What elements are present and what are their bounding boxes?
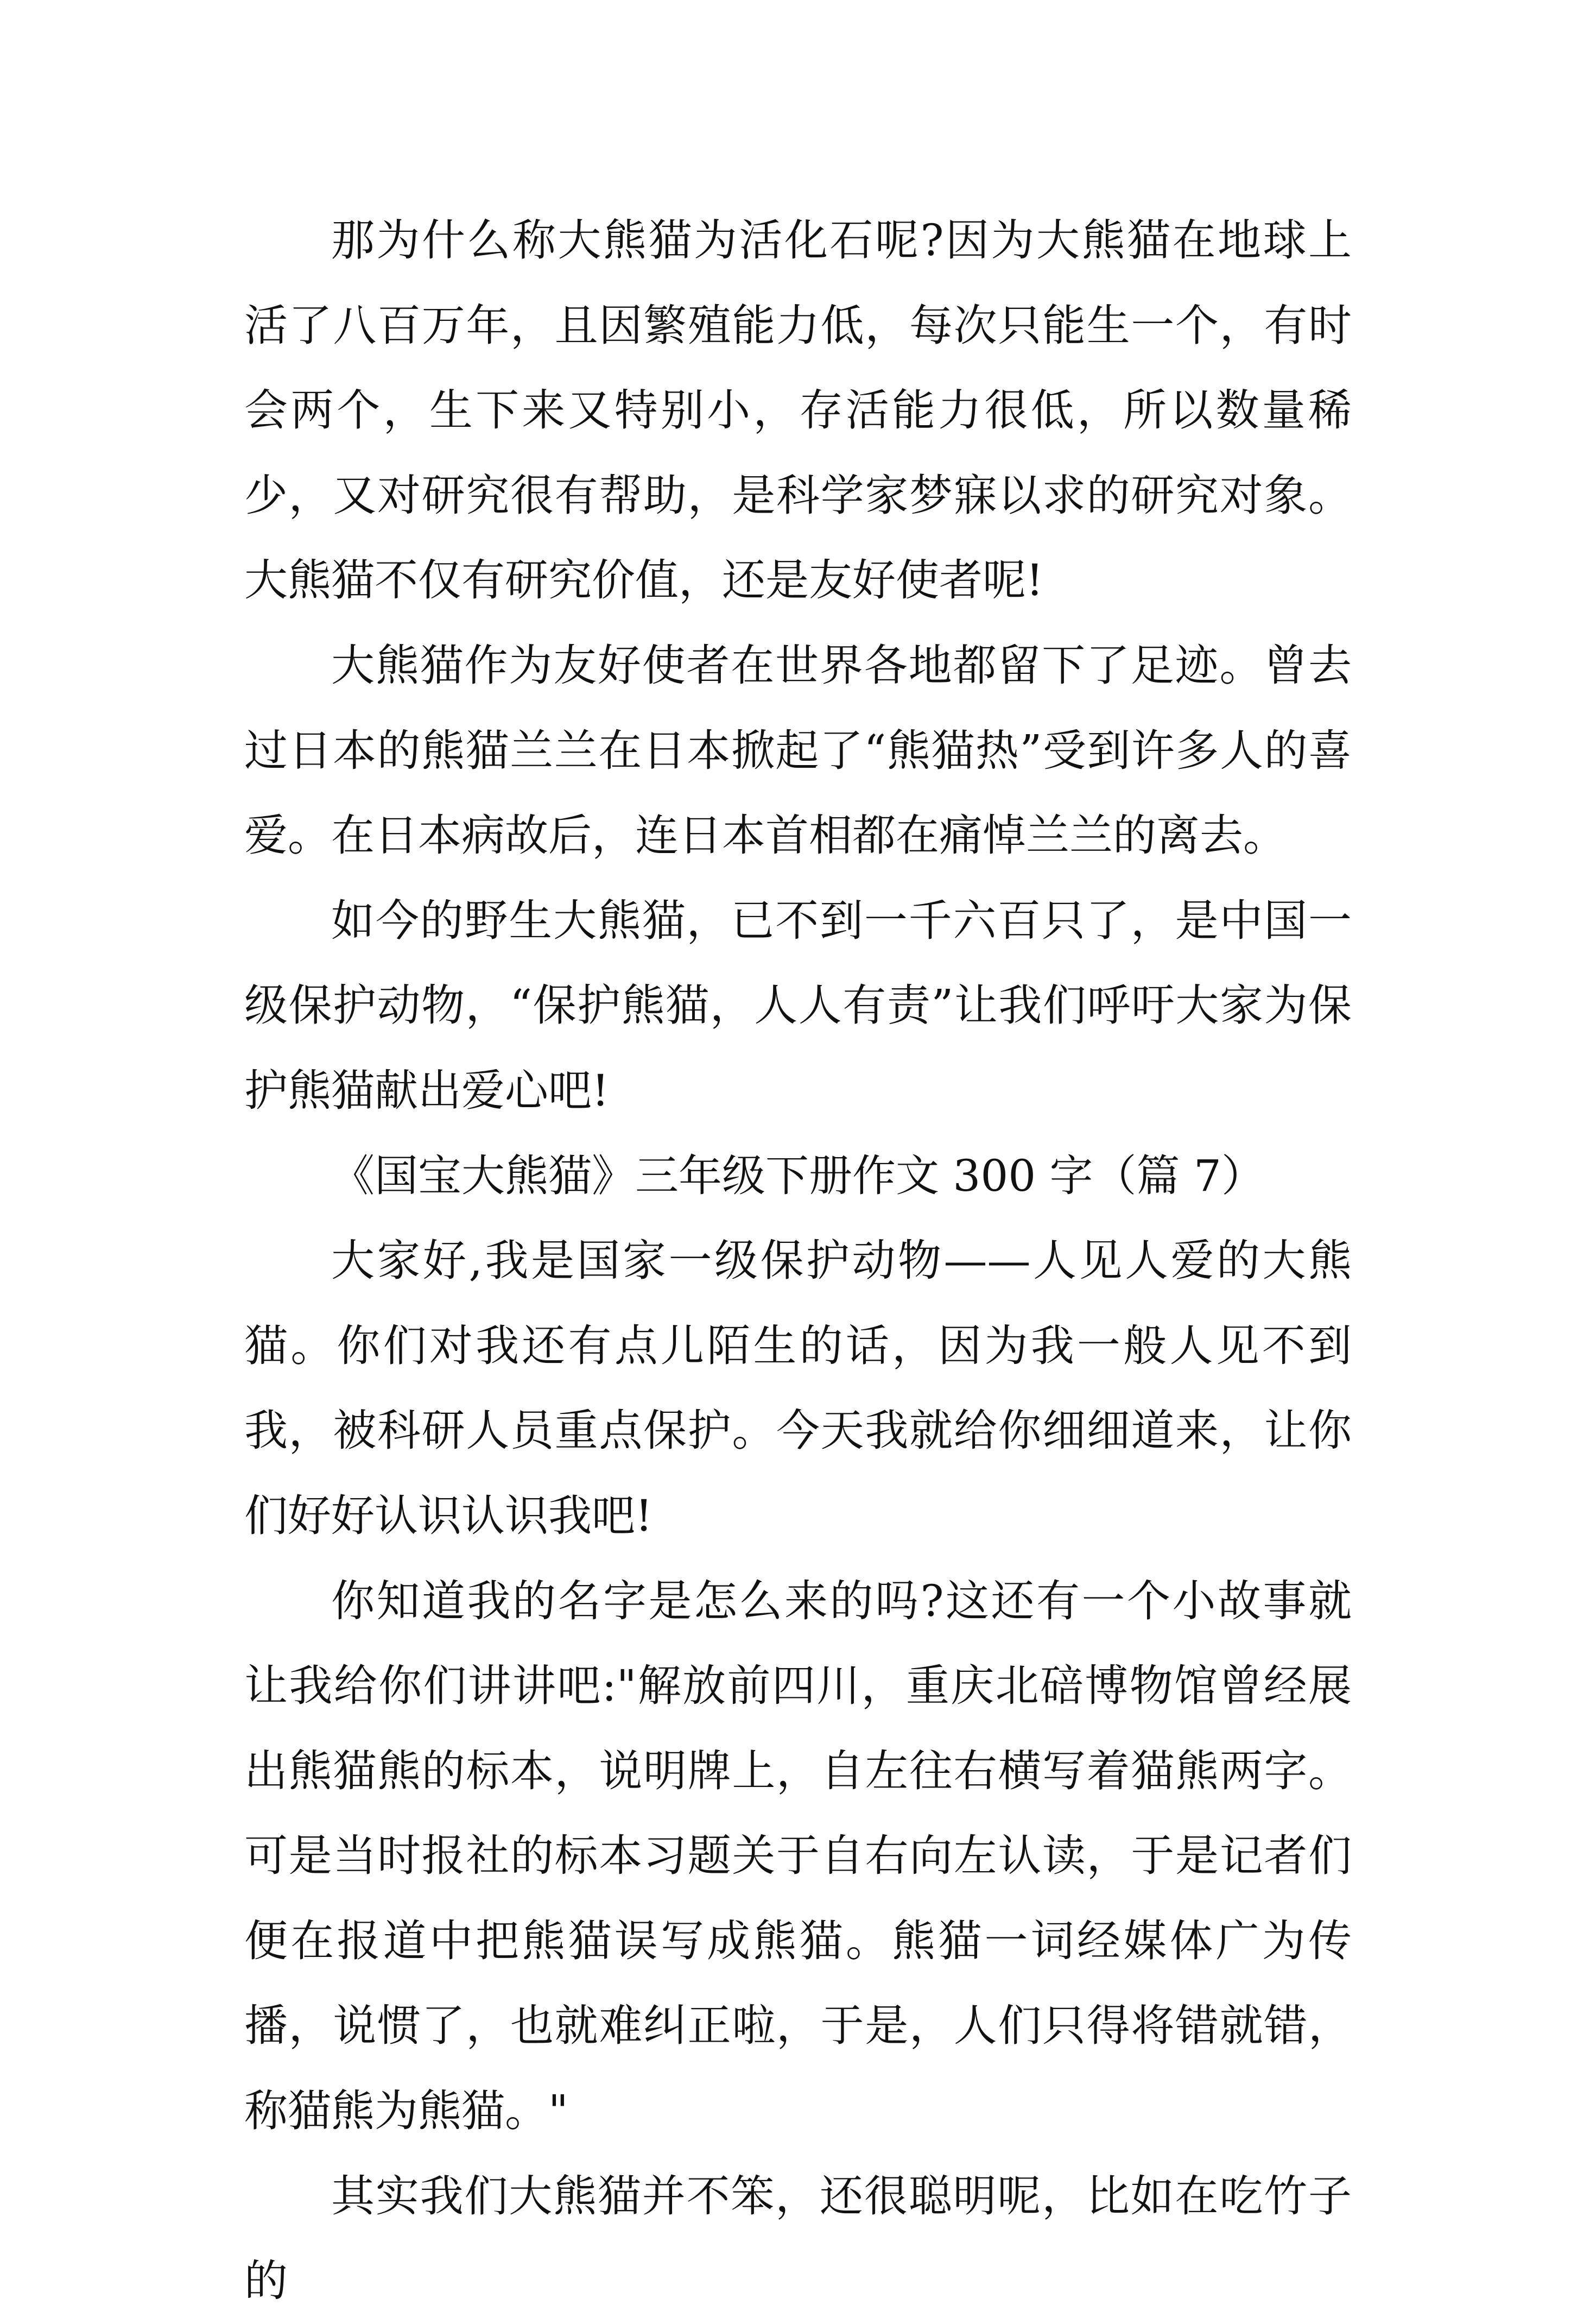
paragraph-fossil: 那为什么称大熊猫为活化石呢?因为大熊猫在地球上活了八百万年，且因繁殖能力低，每次只能生一个，有时会两个，生下来又特别小，存活能力很低，所以数量稀少，又对研究很有帮助，是科学家梦寐以求的研究对象。大熊猫不仅有研究价值，还是友好使者呢! (244, 215, 1352, 606)
section-title: 《国宝大熊猫》三年级下册作文 300 字（篇 7） (331, 1150, 1265, 1201)
paragraph-greeting: 大家好,我是国家一级保护动物——人见人爱的大熊猫。你们对我还有点儿陌生的话，因为我一般人见不到我，被科研人员重点保护。今天我就给你细细道来，让你们好好认识认识我吧! (244, 1235, 1352, 1541)
paragraph-ambassador: 大熊猫作为友好使者在世界各地都留下了足迹。曾去过日本的熊猫兰兰在日本掀起了“熊猫热”受到许多人的喜爱。在日本病故后，连日本首相都在痛悼兰兰的离去。 (244, 640, 1352, 861)
document-body (244, 198, 1352, 2324)
paragraph-protection: 如今的野生大熊猫，已不到一千六百只了，是中国一级保护动物，“保护熊猫，人人有责”让我们呼吁大家为保护熊猫献出爱心吧! (244, 895, 1352, 1116)
paragraph-name-story: 你知道我的名字是怎么来的吗?这还有一个小故事就让我给你们讲讲吧:"解放前四川，重庆北碚博物馆曾经展出熊猫熊的标本，说明牌上，自左往右横写着猫熊两字。可是当时报社的标本习题关于自右向左认读，于是记者们便在报道中把熊猫误写成熊猫。熊猫一词经媒体广为传播，说惯了，也就难纠正啦，于是，人们只得将错就错，称猫熊为熊猫。" (244, 1575, 1352, 2137)
paragraph-smart: 其实我们大熊猫并不笨，还很聪明呢，比如在吃竹子的 (244, 2170, 1352, 2307)
